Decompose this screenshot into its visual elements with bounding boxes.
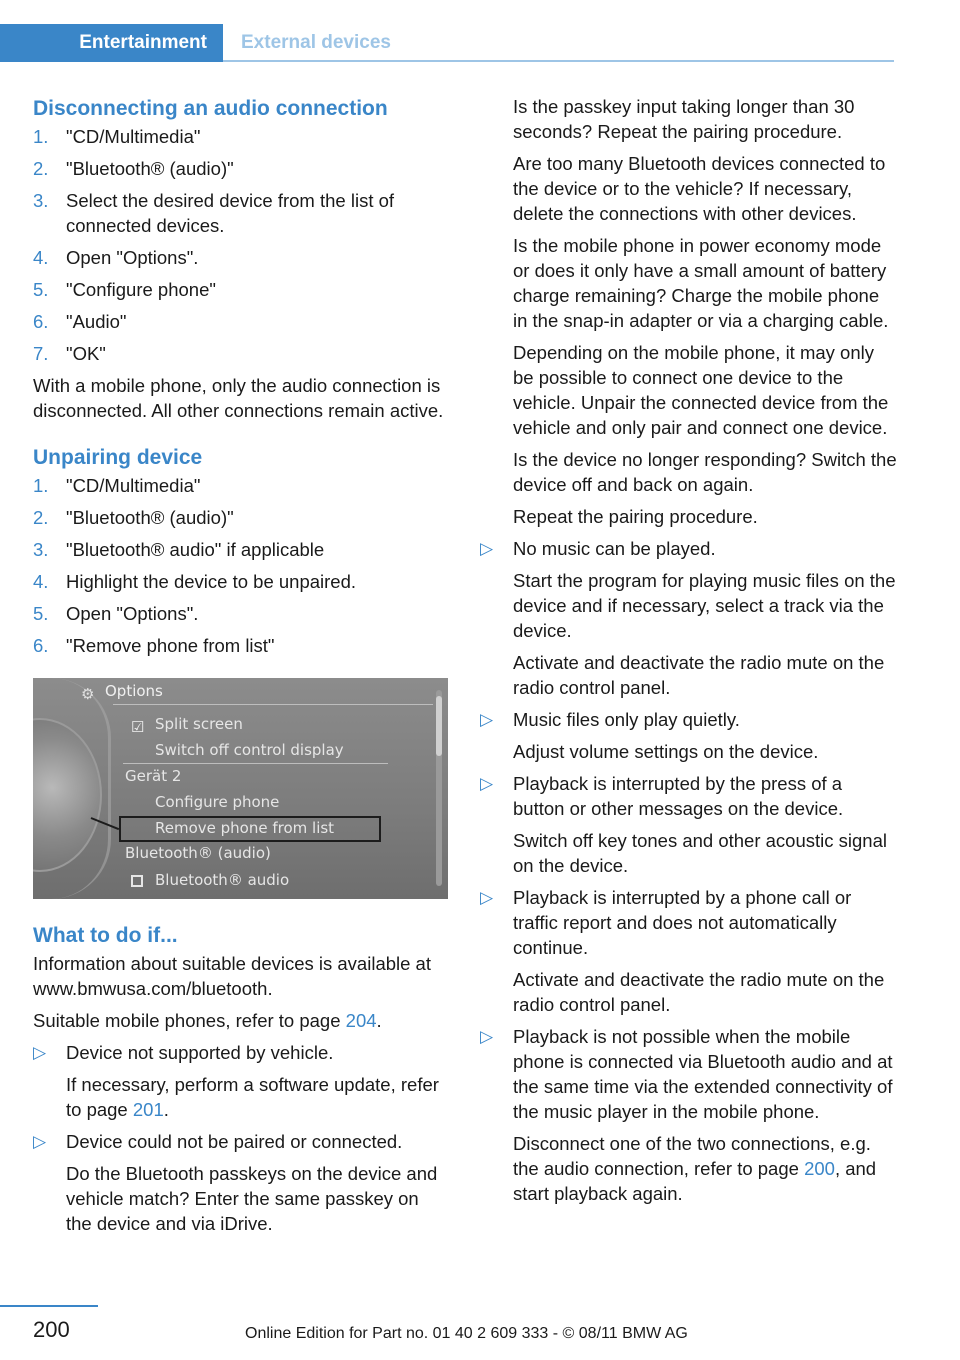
list-item — [33, 1040, 448, 1122]
list-item — [480, 885, 898, 1017]
disconnect-note: With a mobile phone, only the audio connection is disconnected. All other connections remain active. — [33, 375, 444, 421]
menu-item-remove-phone[interactable]: Remove phone from list — [155, 819, 335, 837]
whatif-bullets-left — [33, 1040, 448, 1236]
edition-note: Online Edition for Part no. 01 40 2 609 333 - © 08/11 BMW AG — [245, 1325, 688, 1342]
page-link-201[interactable]: 201 — [132, 1099, 164, 1120]
bullet-subtext — [513, 1131, 898, 1206]
pairing-tips — [480, 94, 898, 529]
page-number: 200 — [33, 1317, 70, 1342]
list-item — [33, 473, 448, 498]
screen-divider — [123, 763, 388, 764]
page-link-200[interactable]: 200 — [804, 1158, 835, 1179]
page-header — [0, 24, 894, 62]
whatif-info: Information about suitable devices is available at www.bmwusa.com/bluetooth. — [33, 953, 431, 999]
step-text: "Remove phone from list" — [66, 635, 275, 656]
step-text: "Bluetooth® (audio)" — [66, 158, 234, 179]
bullet-subtext: Activate and deactivate the radio mute on the radio control panel. — [513, 969, 885, 1015]
selection-highlight — [119, 816, 381, 842]
list-item — [33, 537, 448, 562]
bullet-subtext — [66, 1072, 448, 1122]
step-text: "Audio" — [66, 311, 127, 332]
screen-divider — [113, 704, 433, 705]
step-number: 1. — [33, 126, 49, 147]
list-item — [480, 1024, 898, 1206]
step-text: "Bluetooth® (audio)" — [66, 507, 234, 528]
section-tab-entertainment[interactable]: Entertainment — [0, 24, 223, 62]
checkbox-icon — [131, 875, 143, 887]
whatif-bullets-right — [480, 536, 898, 1206]
list-item — [33, 188, 448, 238]
step-text: Open "Options". — [66, 603, 199, 624]
step-number: 5. — [33, 279, 49, 300]
step-number: 1. — [33, 475, 49, 496]
step-text: "Configure phone" — [66, 279, 216, 300]
check-icon: ☑ — [131, 719, 145, 736]
triangle-right-icon: ▷ — [33, 1132, 47, 1151]
list-item — [33, 309, 448, 334]
bullet-text: Playback is not possible when the mobile phone is connected via Bluetooth audio and at the same time via the extended connectivity of the music player in the mobile phone. — [513, 1026, 893, 1122]
bullet-text: Playback is interrupted by a phone call or traffic report and does not automatically continue. — [513, 887, 852, 958]
tip-paragraph: Depending on the mobile phone, it may only be possible to connect one device to the vehicle. Unpair the connected device from the vehicle and only pair and connect one device. — [513, 342, 889, 438]
disconnect-steps — [33, 124, 448, 366]
idrive-options-screenshot — [33, 678, 448, 899]
triangle-right-icon: ▷ — [480, 888, 494, 907]
triangle-right-icon: ▷ — [480, 1027, 494, 1046]
text: , and start playback again. — [513, 1158, 877, 1204]
step-text: "Bluetooth® audio" if applicable — [66, 539, 325, 560]
right-column — [480, 94, 898, 1213]
list-item — [33, 124, 448, 149]
list-item — [33, 633, 448, 658]
text: . — [376, 1010, 382, 1031]
step-text: "CD/Multimedia" — [66, 475, 201, 496]
menu-group-device: Gerät 2 — [125, 767, 182, 785]
menu-group-bluetooth-audio: Bluetooth® (audio) — [125, 844, 271, 862]
text: . — [163, 1099, 169, 1120]
list-item — [33, 156, 448, 181]
page-link-204[interactable]: 204 — [345, 1010, 377, 1031]
options-icon: ⚙ — [81, 686, 95, 703]
bullet-text: Playback is interrupted by the press of a button or other messages on the device. — [513, 773, 844, 819]
bullet-subtext: Do the Bluetooth passkeys on the device and vehicle match? Enter the same passkey on the device and via iDrive. — [66, 1163, 438, 1234]
footer-divider — [0, 1305, 98, 1307]
step-number: 6. — [33, 635, 49, 656]
unpair-steps — [33, 473, 448, 658]
tip-paragraph: Is the device no longer responding? Switch the device off and back on again. — [513, 449, 897, 495]
step-number: 4. — [33, 247, 49, 268]
left-column — [33, 94, 448, 1243]
list-item — [33, 277, 448, 302]
triangle-right-icon: ▷ — [480, 539, 494, 558]
list-item — [33, 569, 448, 594]
list-item — [33, 601, 448, 626]
bullet-subtext: Adjust volume settings on the device. — [513, 741, 819, 762]
step-number: 3. — [33, 190, 49, 211]
text: Suitable mobile phones, refer to page — [33, 1010, 346, 1031]
step-text: Highlight the device to be unpaired. — [66, 571, 357, 592]
header-divider — [223, 60, 894, 62]
menu-item-configure-phone[interactable]: Configure phone — [155, 793, 280, 811]
step-number: 6. — [33, 311, 49, 332]
bullet-subtext: Switch off key tones and other acoustic signal on the device. — [513, 830, 887, 876]
menu-item-split-screen[interactable]: Split screen — [155, 715, 243, 733]
unpair-heading: Unpairing device — [33, 446, 203, 469]
step-text: "OK" — [66, 343, 106, 364]
bullet-text: Device could not be paired or connected. — [66, 1131, 403, 1152]
menu-item-bluetooth-audio[interactable]: Bluetooth® audio — [155, 871, 290, 889]
triangle-right-icon: ▷ — [480, 774, 494, 793]
list-item — [480, 771, 898, 878]
step-number: 7. — [33, 343, 49, 364]
step-number: 3. — [33, 539, 49, 560]
section-tab-external-devices[interactable]: External devices — [241, 32, 391, 53]
triangle-right-icon: ▷ — [480, 710, 494, 729]
tip-paragraph: Are too many Bluetooth devices connected to the device or to the vehicle? If necessary, delete the connections with other devices. — [513, 153, 886, 224]
list-item — [33, 245, 448, 270]
bullet-subtext: Activate and deactivate the radio mute on the radio control panel. — [513, 652, 885, 698]
screen-title: Options — [105, 682, 163, 700]
step-text: Select the desired device from the list of connected devices. — [66, 190, 395, 236]
step-number: 5. — [33, 603, 49, 624]
tip-paragraph: Is the passkey input taking longer than 30 seconds? Repeat the pairing procedure. — [513, 96, 855, 142]
screen-scrollbar-thumb — [436, 696, 442, 756]
list-item — [480, 536, 898, 700]
list-item — [480, 707, 898, 764]
tip-paragraph: Repeat the pairing procedure. — [513, 506, 758, 527]
list-item — [33, 505, 448, 530]
step-number: 2. — [33, 158, 49, 179]
bullet-text: Music files only play quietly. — [513, 709, 740, 730]
text: If necessary, perform a software update, refer to page — [66, 1074, 439, 1120]
whatif-phones — [33, 1008, 448, 1033]
step-number: 4. — [33, 571, 49, 592]
tip-paragraph: Is the mobile phone in power economy mode or does it only have a small amount of battery charge remaining? Charge the mobile phone in the snap-in adapter or via a charging cable. — [513, 235, 889, 331]
menu-item-switch-off-display[interactable]: Switch off control display — [155, 741, 344, 759]
bullet-subtext: Start the program for playing music files on the device and if necessary, select a track via the device. — [513, 570, 896, 641]
step-number: 2. — [33, 507, 49, 528]
bullet-text: Device not supported by vehicle. — [66, 1042, 334, 1063]
list-item — [33, 1129, 448, 1236]
step-text: Open "Options". — [66, 247, 199, 268]
list-item — [33, 341, 448, 366]
disconnect-heading: Disconnecting an audio connection — [33, 97, 388, 120]
step-text: "CD/Multimedia" — [66, 126, 201, 147]
text: Disconnect one of the two connections, e.g. the audio connection, refer to page — [513, 1133, 871, 1179]
triangle-right-icon: ▷ — [33, 1043, 47, 1062]
whatif-heading: What to do if... — [33, 924, 178, 947]
bullet-text: No music can be played. — [513, 538, 716, 559]
